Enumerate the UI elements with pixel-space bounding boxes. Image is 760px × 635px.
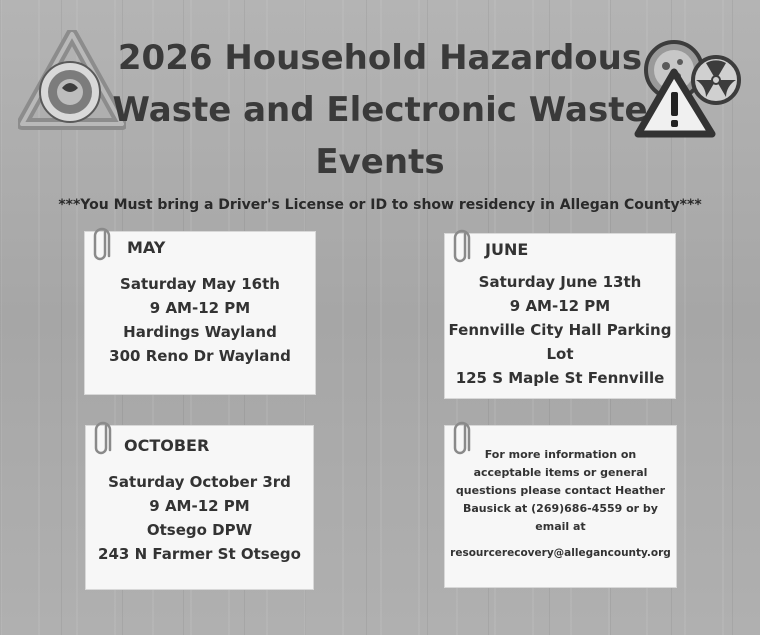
event-date: Saturday May 16th xyxy=(120,275,280,293)
event-venue-continued: Lot xyxy=(546,345,574,363)
contact-email: resourcerecovery@allegancounty.org xyxy=(450,547,671,559)
contact-info-card xyxy=(445,426,676,587)
event-card-june xyxy=(445,234,675,398)
event-address: 243 N Farmer St Otsego xyxy=(98,545,301,563)
event-card-october xyxy=(86,426,313,589)
event-address: 300 Reno Dr Wayland xyxy=(109,347,291,365)
hazard-warning-icon xyxy=(634,38,744,138)
paperclip-icon xyxy=(451,228,473,268)
event-venue: Otsego DPW xyxy=(146,521,253,539)
title-line-1: 2026 Household Hazardous xyxy=(117,38,643,78)
info-line-4: Bausick at (269)686-4559 or by xyxy=(463,502,658,515)
month-heading: OCTOBER xyxy=(124,436,210,455)
month-heading: JUNE xyxy=(485,240,529,259)
info-line-1: For more information on xyxy=(484,448,637,461)
event-time: 9 AM-12 PM xyxy=(149,299,251,317)
event-time: 9 AM-12 PM xyxy=(509,297,611,315)
event-address: 125 S Maple St Fennville xyxy=(455,369,665,387)
event-date: Saturday June 13th xyxy=(478,273,642,291)
title-line-3: Events xyxy=(315,142,445,182)
info-line-3: questions please contact Heather xyxy=(455,484,666,497)
event-date: Saturday October 3rd xyxy=(108,473,291,491)
event-details xyxy=(445,270,675,390)
info-line-2: acceptable items or general xyxy=(473,466,648,479)
paperclip-icon xyxy=(91,226,113,266)
title-line-2: Waste and Electronic Waste xyxy=(112,90,648,130)
event-details xyxy=(85,272,315,368)
paperclip-icon xyxy=(92,420,114,460)
event-time: 9 AM-12 PM xyxy=(149,497,250,515)
event-venue: Hardings Wayland xyxy=(123,323,277,341)
event-details xyxy=(86,470,313,566)
event-venue: Fennville City Hall Parking xyxy=(448,321,672,339)
info-line-5: email at xyxy=(535,520,586,533)
contact-info-text xyxy=(445,446,676,536)
month-heading: MAY xyxy=(127,238,166,257)
residency-notice: ***You Must bring a Driver's License or ID to show residency in Allegan County*** xyxy=(58,197,702,213)
page-title xyxy=(110,32,650,188)
event-card-may xyxy=(85,232,315,394)
